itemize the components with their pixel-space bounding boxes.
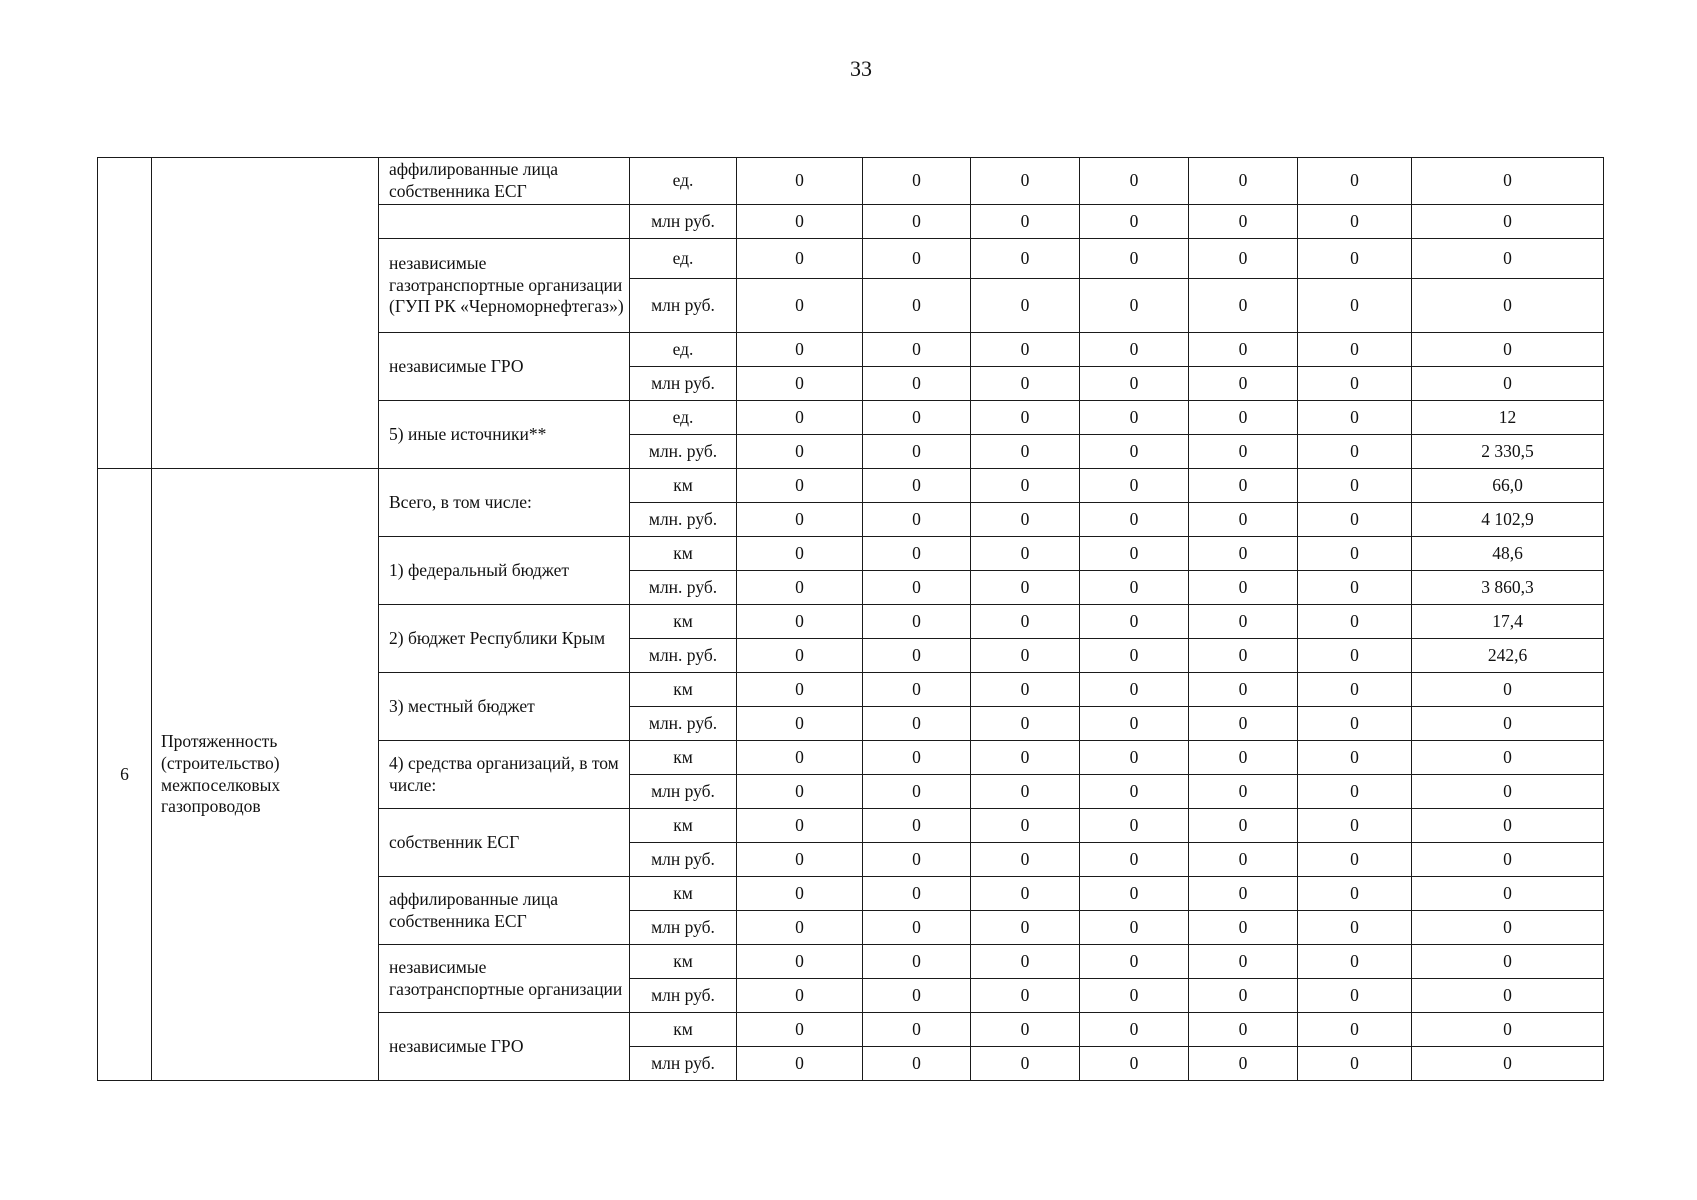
value-cell: 0 bbox=[737, 741, 863, 775]
value-cell: 0 bbox=[1412, 741, 1604, 775]
value-cell: 0 bbox=[737, 605, 863, 639]
value-cell: 0 bbox=[863, 537, 971, 571]
value-cell: 0 bbox=[971, 205, 1080, 239]
value-cell: 0 bbox=[1412, 843, 1604, 877]
value-cell: 0 bbox=[737, 503, 863, 537]
value-cell: 0 bbox=[971, 469, 1080, 503]
unit-cell: км bbox=[630, 605, 737, 639]
value-cell: 0 bbox=[863, 571, 971, 605]
unit-cell: млн. руб. bbox=[630, 435, 737, 469]
value-cell: 0 bbox=[1298, 367, 1412, 401]
source-label: независимые ГРО bbox=[379, 1013, 630, 1081]
value-cell: 0 bbox=[1298, 741, 1412, 775]
source-label: 2) бюджет Республики Крым bbox=[379, 605, 630, 673]
value-cell: 0 bbox=[737, 775, 863, 809]
value-cell: 0 bbox=[1412, 877, 1604, 911]
value-cell: 0 bbox=[863, 673, 971, 707]
value-cell: 0 bbox=[1298, 707, 1412, 741]
value-cell: 0 bbox=[1080, 639, 1189, 673]
value-cell: 0 bbox=[1298, 809, 1412, 843]
value-cell: 0 bbox=[1189, 469, 1298, 503]
unit-cell: ед. bbox=[630, 333, 737, 367]
source-label: Всего, в том числе: bbox=[379, 469, 630, 537]
value-cell: 0 bbox=[863, 911, 971, 945]
value-cell: 0 bbox=[1189, 158, 1298, 205]
unit-cell: ед. bbox=[630, 239, 737, 279]
value-cell: 0 bbox=[737, 1013, 863, 1047]
value-cell: 0 bbox=[1189, 877, 1298, 911]
value-cell: 0 bbox=[1412, 333, 1604, 367]
value-cell: 0 bbox=[737, 239, 863, 279]
value-cell: 12 bbox=[1412, 401, 1604, 435]
indicator-name bbox=[152, 158, 379, 469]
value-cell: 4 102,9 bbox=[1412, 503, 1604, 537]
value-cell: 0 bbox=[1080, 279, 1189, 333]
value-cell: 0 bbox=[971, 333, 1080, 367]
unit-cell: км bbox=[630, 673, 737, 707]
value-cell: 0 bbox=[863, 945, 971, 979]
value-cell: 0 bbox=[971, 279, 1080, 333]
value-cell: 0 bbox=[1412, 205, 1604, 239]
unit-cell: млн руб. bbox=[630, 775, 737, 809]
unit-cell: млн руб. bbox=[630, 279, 737, 333]
value-cell: 0 bbox=[971, 877, 1080, 911]
unit-cell: ед. bbox=[630, 401, 737, 435]
value-cell: 0 bbox=[1298, 537, 1412, 571]
unit-cell: млн. руб. bbox=[630, 571, 737, 605]
value-cell: 0 bbox=[863, 333, 971, 367]
source-label: 3) местный бюджет bbox=[379, 673, 630, 741]
source-label: аффилированные лица собственника ЕСГ bbox=[379, 877, 630, 945]
value-cell: 0 bbox=[1298, 945, 1412, 979]
value-cell: 0 bbox=[971, 367, 1080, 401]
value-cell: 0 bbox=[1412, 775, 1604, 809]
value-cell: 0 bbox=[1080, 503, 1189, 537]
row-number: 6 bbox=[98, 469, 152, 1081]
source-label: собственник ЕСГ bbox=[379, 809, 630, 877]
value-cell: 0 bbox=[1412, 1047, 1604, 1081]
value-cell: 0 bbox=[1189, 367, 1298, 401]
value-cell: 0 bbox=[1298, 239, 1412, 279]
table-body bbox=[98, 158, 1604, 1081]
value-cell: 0 bbox=[1189, 333, 1298, 367]
value-cell: 0 bbox=[1189, 1047, 1298, 1081]
value-cell: 0 bbox=[1298, 1013, 1412, 1047]
value-cell: 0 bbox=[1189, 775, 1298, 809]
value-cell: 0 bbox=[1298, 158, 1412, 205]
value-cell: 0 bbox=[737, 205, 863, 239]
value-cell: 0 bbox=[971, 945, 1080, 979]
value-cell: 0 bbox=[1298, 435, 1412, 469]
value-cell: 0 bbox=[863, 605, 971, 639]
value-cell: 0 bbox=[1298, 843, 1412, 877]
page-number: 33 bbox=[850, 56, 872, 81]
value-cell: 0 bbox=[971, 979, 1080, 1013]
unit-cell: млн руб. bbox=[630, 911, 737, 945]
value-cell: 0 bbox=[1412, 945, 1604, 979]
value-cell: 0 bbox=[863, 158, 971, 205]
value-cell: 0 bbox=[1080, 435, 1189, 469]
value-cell: 0 bbox=[1412, 1013, 1604, 1047]
value-cell: 0 bbox=[1412, 707, 1604, 741]
source-label: 5) иные источники** bbox=[379, 401, 630, 469]
value-cell: 0 bbox=[863, 367, 971, 401]
value-cell: 0 bbox=[971, 158, 1080, 205]
value-cell: 0 bbox=[971, 809, 1080, 843]
value-cell: 0 bbox=[971, 605, 1080, 639]
value-cell: 0 bbox=[1412, 979, 1604, 1013]
value-cell: 2 330,5 bbox=[1412, 435, 1604, 469]
value-cell: 0 bbox=[1189, 605, 1298, 639]
source-label: независимые ГРО bbox=[379, 333, 630, 401]
value-cell: 0 bbox=[1080, 741, 1189, 775]
value-cell: 0 bbox=[1298, 469, 1412, 503]
value-cell: 0 bbox=[1189, 1013, 1298, 1047]
value-cell: 0 bbox=[1298, 205, 1412, 239]
value-cell: 0 bbox=[1189, 239, 1298, 279]
value-cell: 0 bbox=[863, 1047, 971, 1081]
value-cell: 0 bbox=[1298, 333, 1412, 367]
value-cell: 0 bbox=[971, 673, 1080, 707]
value-cell: 0 bbox=[863, 239, 971, 279]
value-cell: 0 bbox=[971, 435, 1080, 469]
value-cell: 0 bbox=[737, 979, 863, 1013]
value-cell: 0 bbox=[1298, 279, 1412, 333]
value-cell: 0 bbox=[971, 571, 1080, 605]
value-cell: 0 bbox=[1080, 333, 1189, 367]
value-cell: 0 bbox=[1189, 503, 1298, 537]
value-cell: 0 bbox=[1298, 605, 1412, 639]
unit-cell: км bbox=[630, 809, 737, 843]
value-cell: 0 bbox=[1298, 979, 1412, 1013]
value-cell: 0 bbox=[1189, 843, 1298, 877]
unit-cell: км bbox=[630, 877, 737, 911]
value-cell: 48,6 bbox=[1412, 537, 1604, 571]
value-cell: 0 bbox=[1189, 707, 1298, 741]
value-cell: 0 bbox=[1298, 673, 1412, 707]
value-cell: 0 bbox=[1189, 639, 1298, 673]
unit-cell: млн. руб. bbox=[630, 503, 737, 537]
value-cell: 0 bbox=[1080, 775, 1189, 809]
value-cell: 0 bbox=[971, 707, 1080, 741]
value-cell: 0 bbox=[1080, 911, 1189, 945]
value-cell: 0 bbox=[737, 333, 863, 367]
value-cell: 0 bbox=[1080, 571, 1189, 605]
source-label: 4) средства организаций, в том числе: bbox=[379, 741, 630, 809]
value-cell: 242,6 bbox=[1412, 639, 1604, 673]
unit-cell: км bbox=[630, 1013, 737, 1047]
value-cell: 0 bbox=[863, 503, 971, 537]
value-cell: 0 bbox=[1189, 979, 1298, 1013]
data-table bbox=[97, 157, 1604, 1081]
value-cell: 0 bbox=[863, 877, 971, 911]
unit-cell: млн руб. bbox=[630, 205, 737, 239]
unit-cell: ед. bbox=[630, 158, 737, 205]
value-cell: 0 bbox=[737, 639, 863, 673]
source-label: независимые газотранспортные организации (ГУП РК «Черноморнефтегаз») bbox=[379, 239, 630, 333]
value-cell: 0 bbox=[737, 945, 863, 979]
value-cell: 17,4 bbox=[1412, 605, 1604, 639]
value-cell: 0 bbox=[1189, 571, 1298, 605]
unit-cell: км bbox=[630, 945, 737, 979]
value-cell: 0 bbox=[1298, 503, 1412, 537]
value-cell: 0 bbox=[1298, 775, 1412, 809]
value-cell: 0 bbox=[1298, 1047, 1412, 1081]
source-label: аффилированные лица собственника ЕСГ bbox=[379, 158, 630, 205]
value-cell: 0 bbox=[1189, 279, 1298, 333]
value-cell: 0 bbox=[1080, 367, 1189, 401]
value-cell: 0 bbox=[1080, 537, 1189, 571]
unit-cell: км bbox=[630, 537, 737, 571]
value-cell: 0 bbox=[1412, 911, 1604, 945]
value-cell: 0 bbox=[1080, 239, 1189, 279]
value-cell: 0 bbox=[1189, 809, 1298, 843]
value-cell: 0 bbox=[971, 639, 1080, 673]
value-cell: 0 bbox=[863, 1013, 971, 1047]
value-cell: 0 bbox=[737, 707, 863, 741]
value-cell: 0 bbox=[863, 469, 971, 503]
value-cell: 0 bbox=[1080, 673, 1189, 707]
value-cell: 0 bbox=[1080, 979, 1189, 1013]
value-cell: 0 bbox=[1412, 239, 1604, 279]
value-cell: 0 bbox=[737, 401, 863, 435]
value-cell: 0 bbox=[863, 979, 971, 1013]
value-cell: 0 bbox=[1080, 945, 1189, 979]
value-cell: 0 bbox=[1080, 401, 1189, 435]
value-cell: 0 bbox=[1412, 279, 1604, 333]
value-cell: 0 bbox=[737, 537, 863, 571]
value-cell: 0 bbox=[1298, 877, 1412, 911]
value-cell: 0 bbox=[737, 469, 863, 503]
value-cell: 0 bbox=[1189, 945, 1298, 979]
value-cell: 0 bbox=[1080, 158, 1189, 205]
value-cell: 0 bbox=[863, 843, 971, 877]
value-cell: 0 bbox=[1189, 673, 1298, 707]
value-cell: 0 bbox=[863, 639, 971, 673]
unit-cell: км bbox=[630, 741, 737, 775]
unit-cell: млн руб. bbox=[630, 979, 737, 1013]
value-cell: 0 bbox=[1412, 673, 1604, 707]
value-cell: 0 bbox=[1189, 741, 1298, 775]
value-cell: 0 bbox=[1080, 843, 1189, 877]
value-cell: 66,0 bbox=[1412, 469, 1604, 503]
value-cell: 0 bbox=[1298, 401, 1412, 435]
value-cell: 0 bbox=[1189, 435, 1298, 469]
unit-cell: млн руб. bbox=[630, 1047, 737, 1081]
value-cell: 0 bbox=[971, 401, 1080, 435]
table-row bbox=[98, 469, 1604, 503]
source-label: 1) федеральный бюджет bbox=[379, 537, 630, 605]
value-cell: 0 bbox=[1080, 877, 1189, 911]
value-cell: 0 bbox=[971, 843, 1080, 877]
value-cell: 0 bbox=[737, 809, 863, 843]
source-label bbox=[379, 205, 630, 239]
value-cell: 0 bbox=[737, 843, 863, 877]
table-row bbox=[98, 158, 1604, 205]
value-cell: 0 bbox=[737, 571, 863, 605]
value-cell: 0 bbox=[1298, 571, 1412, 605]
value-cell: 0 bbox=[971, 1047, 1080, 1081]
value-cell: 0 bbox=[1080, 707, 1189, 741]
value-cell: 0 bbox=[1189, 401, 1298, 435]
value-cell: 0 bbox=[971, 503, 1080, 537]
unit-cell: млн. руб. bbox=[630, 707, 737, 741]
indicator-name: Протяженность (строительство) межпоселковых газопроводов bbox=[152, 469, 379, 1081]
value-cell: 0 bbox=[1189, 537, 1298, 571]
value-cell: 3 860,3 bbox=[1412, 571, 1604, 605]
value-cell: 0 bbox=[863, 741, 971, 775]
value-cell: 0 bbox=[1298, 639, 1412, 673]
value-cell: 0 bbox=[971, 911, 1080, 945]
value-cell: 0 bbox=[971, 239, 1080, 279]
value-cell: 0 bbox=[1412, 158, 1604, 205]
value-cell: 0 bbox=[737, 279, 863, 333]
value-cell: 0 bbox=[1080, 205, 1189, 239]
value-cell: 0 bbox=[737, 673, 863, 707]
value-cell: 0 bbox=[737, 158, 863, 205]
value-cell: 0 bbox=[863, 205, 971, 239]
value-cell: 0 bbox=[971, 537, 1080, 571]
value-cell: 0 bbox=[737, 1047, 863, 1081]
value-cell: 0 bbox=[971, 741, 1080, 775]
value-cell: 0 bbox=[863, 435, 971, 469]
value-cell: 0 bbox=[863, 401, 971, 435]
value-cell: 0 bbox=[1189, 205, 1298, 239]
value-cell: 0 bbox=[737, 367, 863, 401]
value-cell: 0 bbox=[1080, 1047, 1189, 1081]
value-cell: 0 bbox=[863, 707, 971, 741]
value-cell: 0 bbox=[863, 775, 971, 809]
unit-cell: млн руб. bbox=[630, 843, 737, 877]
value-cell: 0 bbox=[1080, 605, 1189, 639]
value-cell: 0 bbox=[863, 809, 971, 843]
value-cell: 0 bbox=[863, 279, 971, 333]
unit-cell: км bbox=[630, 469, 737, 503]
unit-cell: млн. руб. bbox=[630, 639, 737, 673]
value-cell: 0 bbox=[971, 1013, 1080, 1047]
value-cell: 0 bbox=[737, 435, 863, 469]
value-cell: 0 bbox=[1412, 367, 1604, 401]
value-cell: 0 bbox=[1080, 469, 1189, 503]
row-number bbox=[98, 158, 152, 469]
value-cell: 0 bbox=[1298, 911, 1412, 945]
value-cell: 0 bbox=[1412, 809, 1604, 843]
value-cell: 0 bbox=[971, 775, 1080, 809]
value-cell: 0 bbox=[1189, 911, 1298, 945]
value-cell: 0 bbox=[737, 911, 863, 945]
unit-cell: млн руб. bbox=[630, 367, 737, 401]
value-cell: 0 bbox=[1080, 1013, 1189, 1047]
source-label: независимые газотранспортные организации bbox=[379, 945, 630, 1013]
value-cell: 0 bbox=[737, 877, 863, 911]
value-cell: 0 bbox=[1080, 809, 1189, 843]
